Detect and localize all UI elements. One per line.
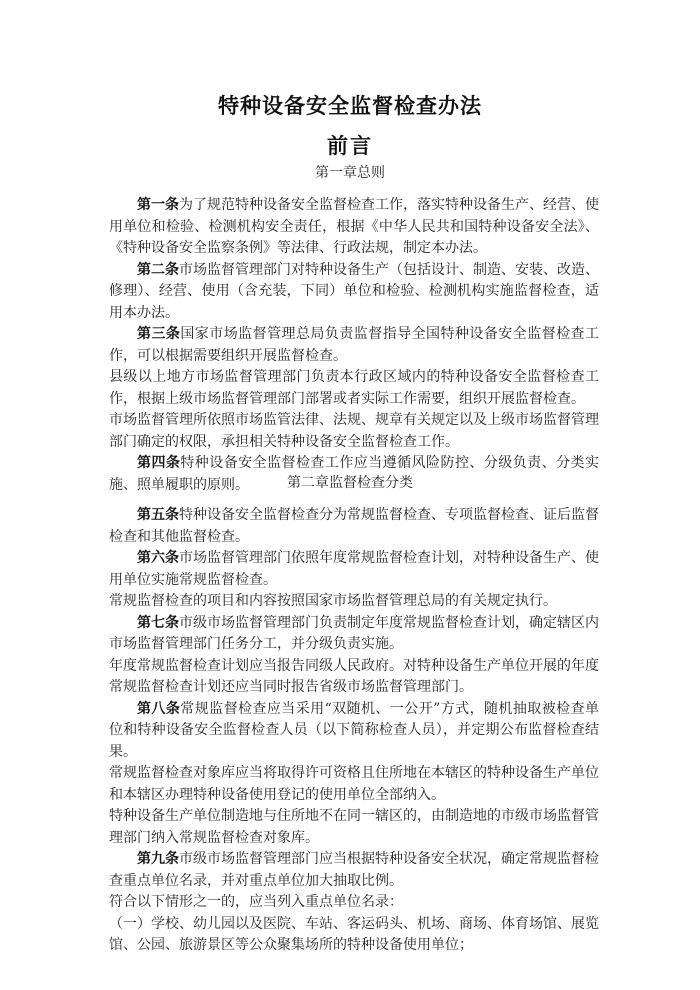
article-number: 第八条	[137, 700, 181, 717]
article-paragraph	[109, 548, 599, 591]
chapter-1-heading: 第一章总则	[315, 165, 385, 181]
paragraph	[109, 591, 599, 613]
paragraph-text: 常规监督检查对象库应当将取得许可资格且住所地在本辖区的特种设备生产单位和本辖区办理特种设备使用登记的使用单位全部纳入。	[109, 765, 599, 803]
article-paragraph	[109, 699, 599, 764]
paragraph	[109, 367, 599, 410]
paragraph	[109, 656, 599, 699]
paragraph	[109, 410, 599, 453]
paragraph-text: 常规监督检查应当采用“双随机、一公开”方式，随机抽取被检查单位和特种设备安全监督检查人员（以下简称检查人员），并定期公布监督检查结果。	[109, 700, 599, 760]
preface-heading: 前言	[327, 134, 373, 158]
paragraph-text: 年度常规监督检查计划应当报告同级人民政府。对特种设备生产单位开展的年度常规监督检查计划还应当同时报告省级市场监督管理部门。	[109, 657, 599, 695]
paragraph-text: 国家市场监督管理总局负责监督指导全国特种设备安全监督检查工作，可以根据需要组织开展监督检查。	[109, 326, 600, 364]
article-number: 第四条	[137, 455, 181, 471]
paragraph-text: 特种设备安全监督检查分为常规监督检查、专项监督检查、证后监督检查和其他监督检查。	[109, 507, 599, 545]
paragraph-text: 特种设备安全监督检查工作应当遵循风险防控、分级负责、分类实施、照单履职的原则。	[109, 455, 600, 493]
paragraph	[109, 914, 599, 957]
chapter-2-heading: 第二章监督检查分类	[287, 475, 413, 491]
article-number: 第三条	[137, 326, 181, 342]
paragraph	[109, 806, 599, 849]
article-number: 第七条	[137, 614, 179, 631]
paragraph-text: 常规监督检查的项目和内容按照国家市场监督管理总局的有关规定执行。	[109, 593, 557, 609]
paragraph-text: 市场监督管理所依照市场监管法律、法规、规章有关规定以及上级市场监督管理部门确定的权限，承担相关特种设备安全监督检查工作。	[109, 412, 599, 450]
article-number: 第二条	[137, 261, 179, 278]
article-paragraph	[109, 260, 599, 325]
article-paragraph	[109, 324, 599, 367]
chapter-1-body	[109, 195, 599, 496]
article-paragraph	[109, 849, 599, 892]
article-paragraph	[109, 195, 599, 260]
paragraph	[109, 763, 599, 806]
paragraph-text: 为了规范特种设备安全监督检查工作，落实特种设备生产、经营、使用单位和检验、检测机构安全责任，根据《中华人民共和国特种设备安全法》、《特种设备安全监察条例》等法律、行政法规，制定本办法。	[109, 197, 599, 256]
paragraph-text: 特种设备生产单位制造地与住所地不在同一辖区的，由制造地的市级市场监督管理部门纳入常规监督检查对象库。	[109, 808, 599, 846]
paragraph-text: 县级以上地方市场监督管理部门负责本行政区域内的特种设备安全监督检查工作，根据上级市场监督管理部门部署或者实际工作需要，组织开展监督检查。	[109, 369, 599, 407]
article-number: 第六条	[137, 550, 179, 566]
paragraph-text: 市级市场监督管理部门负责制定年度常规监督检查计划，确定辖区内市场监督管理部门任务分工，并分级负责实施。	[109, 614, 599, 652]
chapter-2-body	[109, 505, 599, 957]
document-title: 特种设备安全监督检查办法	[218, 94, 482, 118]
paragraph-text: 市场监督管理部门依照年度常规监督检查计划，对特种设备生产、使用单位实施常规监督检查。	[109, 550, 599, 588]
paragraph-text: 市级市场监督管理部门应当根据特种设备安全状况，确定常规监督检查重点单位名录，并对重点单位加大抽取比例。	[109, 851, 599, 889]
paragraph-text: 符合以下情形之一的，应当列入重点单位名录：	[109, 894, 403, 910]
paragraph-text: 市场监督管理部门对特种设备生产（包括设计、制造、安装、改造、修理）、经营、使用（含充装，下同）单位和检验、检测机构实施监督检查，适用本办法。	[109, 261, 599, 321]
article-paragraph	[109, 613, 599, 656]
article-number: 第一条	[137, 197, 179, 213]
article-number: 第九条	[137, 851, 179, 867]
paragraph-text: （一）学校、幼儿园以及医院、车站、客运码头、机场、商场、体育场馆、展览馆、公园、旅游景区等公众聚集场所的特种设备使用单位；	[109, 915, 599, 953]
article-paragraph	[109, 505, 599, 548]
article-number: 第五条	[137, 507, 179, 523]
paragraph	[109, 892, 599, 914]
